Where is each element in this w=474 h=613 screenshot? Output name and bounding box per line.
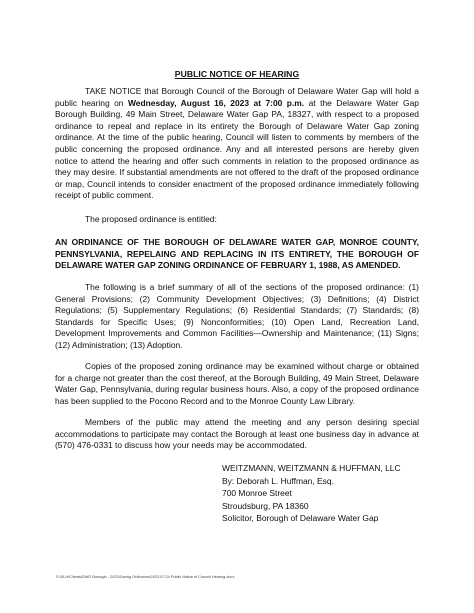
copies-paragraph: Copies of the proposed zoning ordinance may be examined without charge or obtained for a charge not greater than the cost thereof, at the Borough Building, 49 Main Street, Delaware Water Gap, Pennsylvania, during regular business hours. Also, a copy of the proposed ordinance has been supplied to the Pocono Record and to the Monroe County Law Library. xyxy=(55,361,419,406)
signatory: By: Deborah L. Huffman, Esq. xyxy=(222,475,334,486)
ordinance-entitled-paragraph: The proposed ordinance is entitled: xyxy=(85,214,217,224)
firm-city: Stroudsburg, PA 18360 xyxy=(222,500,309,511)
ordinance-summary-paragraph: The following is a brief summary of all of the sections of the proposed ordinance: (1) General Provisions; (2) Community Development Objectives; (3) Definitions; (4) District Regulations; (5) Supplementary Regulations; (6) Residential Standards; (7) Standards; (8) Standards for Specific Uses; (9) Nonconformities; (10) Open Land, Recreation Land, Development Improvements and Common Facilities—Ownership and Maintenance; (11) Signs; (12) Administration; (13) Adoption. xyxy=(55,282,419,350)
file-path-footer: S:\DLH\Clients\DWG Borough - 2023\Zoning Ordinance\2023.07.24 Public Notice of Council Hearing.docx xyxy=(56,575,235,579)
hearing-notice-paragraph xyxy=(55,86,419,202)
law-firm-name: WEITZMANN, WEITZMANN & HUFFMAN, LLC xyxy=(222,463,401,473)
firm-street: 700 Monroe Street xyxy=(222,488,292,499)
signature-block xyxy=(222,462,401,525)
notice-title: PUBLIC NOTICE OF HEARING xyxy=(174,69,300,79)
notice-details-text: at the Delaware Water Gap Borough Building, 49 Main Street, Delaware Water Gap PA, 18327, with respect to a proposed ordinance to repeal and replace in its entirety the Borough of Delaware Water Gap zoning ordinance. At the time of the public hearing, Council will listen to comments by members of the public concerning the proposed ordinance. Any and all interested persons are hereby given notice to attend the hearing and offer such comments in relation to the proposed ordinance as they may desire. If substantial amendments are not offered to the draft of the proposed ordinance or map, Council intends to consider enactment of the proposed ordinance immediately following receipt of public comment. xyxy=(55,97,419,201)
accommodations-paragraph: Members of the public may attend the meeting and any person desiring special accommodations to participate may contact the Borough at least one business day in advance at (570) 476-0331 to discuss how your needs may be accommodated. xyxy=(55,417,419,451)
solicitor-title: Solicitor, Borough of Delaware Water Gap xyxy=(222,513,379,524)
notice-intro-text: TAKE NOTICE that Borough Council of the Borough of Delaware Water Gap will hold a public hearing on xyxy=(55,86,419,108)
hearing-date: Wednesday, August 16, 2023 at 7:00 p.m. xyxy=(127,97,305,108)
ordinance-title: AN ORDINANCE OF THE BOROUGH OF DELAWARE WATER GAP, MONROE COUNTY, PENNSYLVANIA, REPELAING AND REPLACING IN ITS ENTIRETY, THE BOROUGH OF DELAWARE WATER GAP ZONING ORDINANCE OF FEBRUARY 1, 1988, AS AMENDED. xyxy=(55,237,419,271)
